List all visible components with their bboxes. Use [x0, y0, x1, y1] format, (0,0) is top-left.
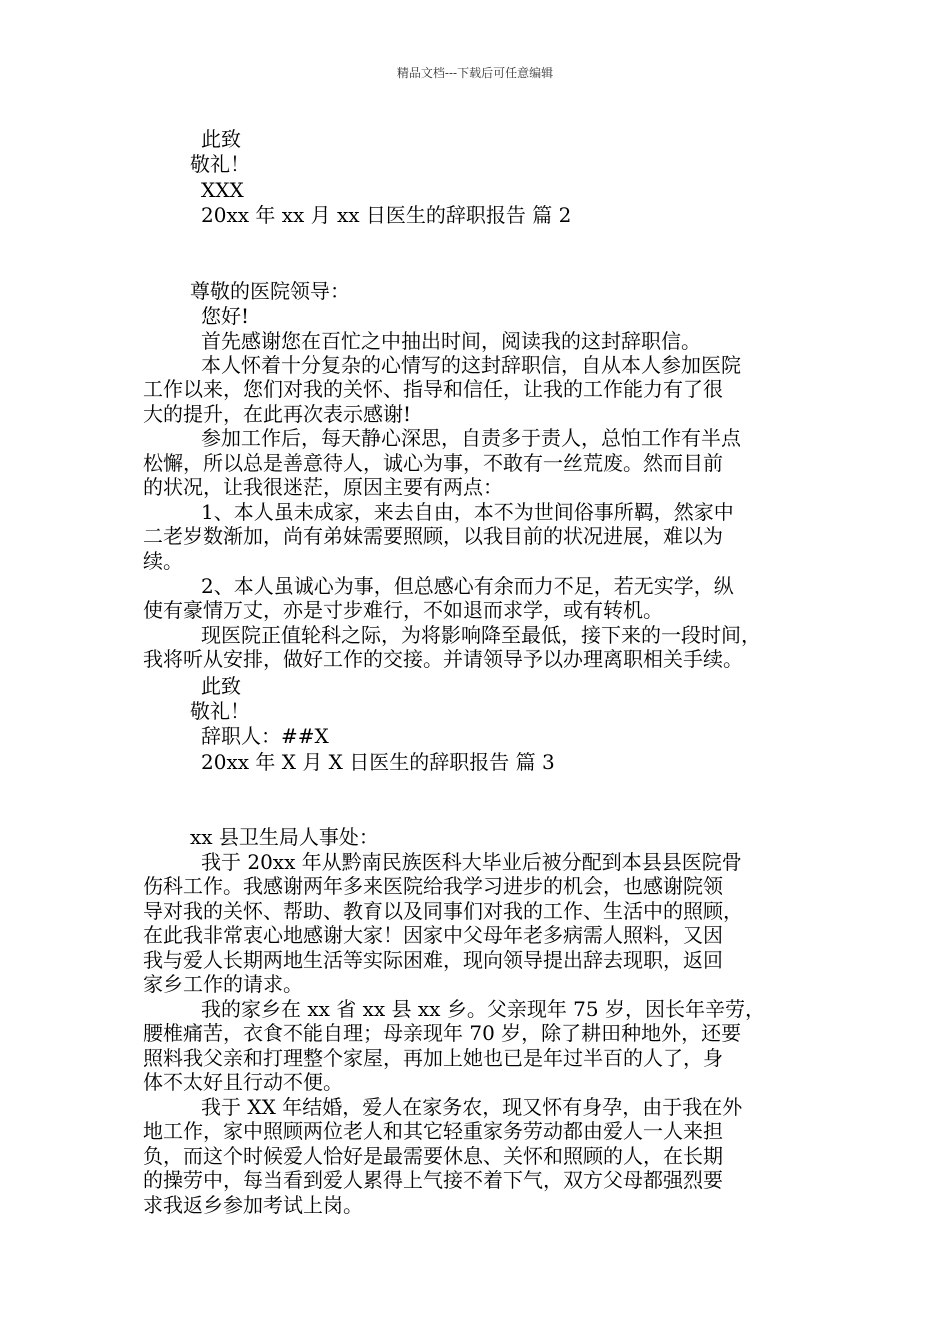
paragraph-line: 的状况，让我很迷茫，原因主要有两点：: [143, 475, 503, 499]
paragraph-line: 伤科工作。我感谢两年多来医院给我学习进步的机会，也感谢院领: [143, 874, 723, 898]
paragraph-line: 地工作，家中照顾两位老人和其它轻重家务劳动都由爱人一人来担: [143, 1119, 723, 1143]
closing-line: 此致: [201, 674, 241, 698]
paragraph-line: 我将听从安排，做好工作的交接。并请领导予以办理离职相关手续。: [143, 647, 743, 671]
paragraph-line: 我的家乡在 xx 省 xx 县 xx 乡。父亲现年 75 岁，因长年辛劳，: [201, 997, 765, 1021]
greeting-line: 尊敬的医院领导：: [190, 279, 350, 303]
paragraph-line: 续。: [143, 549, 183, 573]
paragraph-line: 的操劳中，每当看到爱人累得上气接不着下气，双方父母都强烈要: [143, 1168, 723, 1192]
signature-line: XXX: [201, 178, 244, 202]
paragraph-line: 我于 20xx 年从黔南民族医科大毕业后被分配到本县县医院骨: [201, 850, 742, 874]
paragraph-line: 我于 XX 年结婚，爱人在家务农，现又怀有身孕，由于我在外: [201, 1095, 743, 1119]
paragraph-line: 您好!: [201, 304, 250, 328]
salutation-line: 敬礼！: [190, 699, 250, 723]
salutation-line: 敬礼！: [190, 152, 250, 176]
greeting-line: xx 县卫生局人事处：: [190, 825, 379, 849]
section-title: 20xx 年 X 月 X 日医生的辞职报告 篇 3: [201, 750, 555, 774]
paragraph-line: 我与爱人长期两地生活等实际困难，现向领导提出辞去现职，返回: [143, 948, 723, 972]
paragraph-line: 现医院正值轮科之际，为将影响降至最低，接下来的一段时间，: [201, 623, 761, 647]
paragraph-line: 家乡工作的请求。: [143, 972, 303, 996]
paragraph-line: 二老岁数渐加，尚有弟妹需要照顾，以我目前的状况进展，难以为: [143, 524, 723, 548]
paragraph-line: 求我返乡参加考试上岗。: [143, 1193, 363, 1217]
paragraph-line: 2、本人虽诚心为事，但总感心有余而力不足，若无实学，纵: [201, 574, 734, 598]
paragraph-line: 负，而这个时候爱人恰好是最需要休息、关怀和照顾的人，在长期: [143, 1144, 723, 1168]
paragraph-line: 在此我非常衷心地感谢大家！因家中父母年老多病需人照料，又因: [143, 923, 723, 947]
paragraph-line: 大的提升，在此再次表示感谢!: [143, 402, 412, 426]
closing-line: 此致: [201, 127, 241, 151]
paragraph-line: 使有豪情万丈，亦是寸步难行，不如退而求学，或有转机。: [143, 598, 663, 622]
section-title: 20xx 年 xx 月 xx 日医生的辞职报告 篇 2: [201, 203, 572, 227]
paragraph-line: 首先感谢您在百忙之中抽出时间，阅读我的这封辞职信。: [201, 329, 701, 353]
paragraph-line: 腰椎痛苦，衣食不能自理；母亲现年 70 岁，除了耕田种地外，还要: [143, 1021, 742, 1045]
paragraph-line: 导对我的关怀、帮助、教育以及同事们对我的工作、生活中的照顾，: [143, 899, 743, 923]
paragraph-line: 1、本人虽未成家，来去自由，本不为世间俗事所羁，然家中: [201, 500, 734, 524]
paragraph-line: 本人怀着十分复杂的心情写的这封辞职信，自从本人参加医院: [201, 353, 741, 377]
paragraph-line: 照料我父亲和打理整个家屋，再加上她也已是年过半百的人了，身: [143, 1046, 723, 1070]
page-header: 精品文档---下载后可任意编辑: [396, 66, 554, 80]
paragraph-line: 工作以来，您们对我的关怀、指导和信任，让我的工作能力有了很: [143, 377, 723, 401]
paragraph-line: 松懈，所以总是善意待人，诚心为事，不敢有一丝荒废。然而目前: [143, 451, 723, 475]
paragraph-line: 参加工作后，每天静心深思，自责多于责人，总怕工作有半点: [201, 426, 741, 450]
paragraph-line: 体不太好且行动不便。: [143, 1070, 343, 1094]
signature-line: 辞职人：##X: [201, 724, 329, 748]
